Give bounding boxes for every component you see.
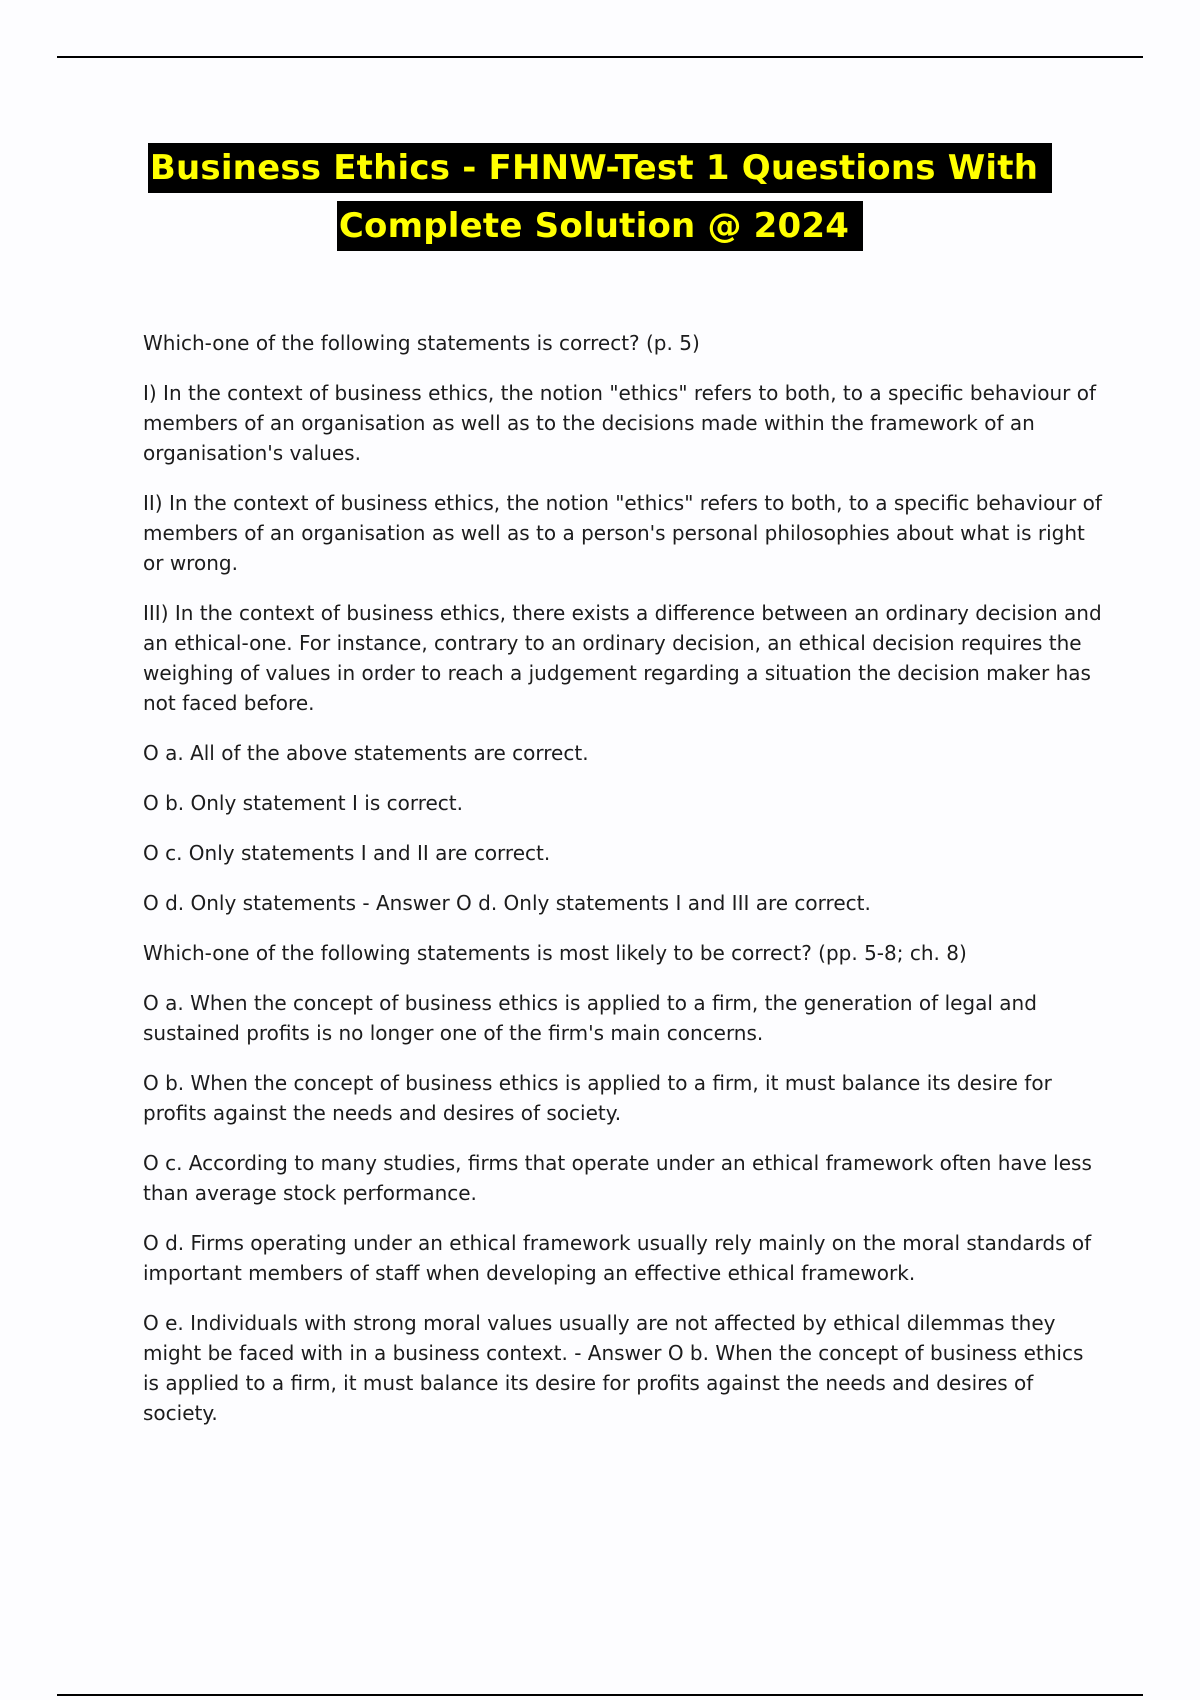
question-1-option-b: O b. Only statement I is correct. [143,791,463,815]
document-title [0,143,1200,251]
question-2-option-a: O a. When the concept of business ethics is applied to a firm, the generation of legal and sustained profits is no longer one of the firm's main concerns. [143,991,1037,1045]
question-1-statement-i: I) In the context of business ethics, the notion "ethics" refers to both, to a specific behaviour of members of an organisation as well as to the decisions made within the framework of an organisation's values. [143,381,1096,465]
title-line-2: Complete Solution @ 2024 [337,201,863,251]
question-1-statement-ii: II) In the context of business ethics, the notion "ethics" refers to both, to a specific behaviour of members of an organisation as well as to a person's personal philosophies about what is right or wrong. [143,491,1102,575]
question-1-option-c: O c. Only statements I and II are correct. [143,841,551,865]
question-2-option-e-answer: O e. Individuals with strong moral values usually are not affected by ethical dilemmas they might be faced with in a business context. - Answer O b. When the concept of business ethics is applied to a firm, it must balance its desire for profits against the needs and desires of society. [143,1311,1084,1425]
document-body [143,328,1103,1448]
header-rule [57,56,1143,58]
question-1-statement-iii: III) In the context of business ethics, there exists a difference between an ordinary decision and an ethical-one. For instance, contrary to an ordinary decision, an ethical decision requires the weighing of values in order to reach a judgement regarding a situation the decision maker has not faced before. [143,601,1102,715]
question-2-option-b: O b. When the concept of business ethics is applied to a firm, it must balance its desire for profits against the needs and desires of society. [143,1071,1052,1125]
question-2-option-c: O c. According to many studies, firms that operate under an ethical framework often have less than average stock performance. [143,1151,1092,1205]
question-2-prompt: Which-one of the following statements is most likely to be correct? (pp. 5-8; ch. 8) [143,941,967,965]
title-line-1: Business Ethics - FHNW-Test 1 Questions With [148,143,1052,193]
question-2-option-d: O d. Firms operating under an ethical framework usually rely mainly on the moral standards of important members of staff when developing an effective ethical framework. [143,1231,1092,1285]
question-1-option-a: O a. All of the above statements are correct. [143,741,589,765]
footer-rule [57,1694,1143,1696]
question-1-prompt: Which-one of the following statements is correct? (p. 5) [143,331,700,355]
question-1-option-d-answer: O d. Only statements - Answer O d. Only statements I and III are correct. [143,891,871,915]
